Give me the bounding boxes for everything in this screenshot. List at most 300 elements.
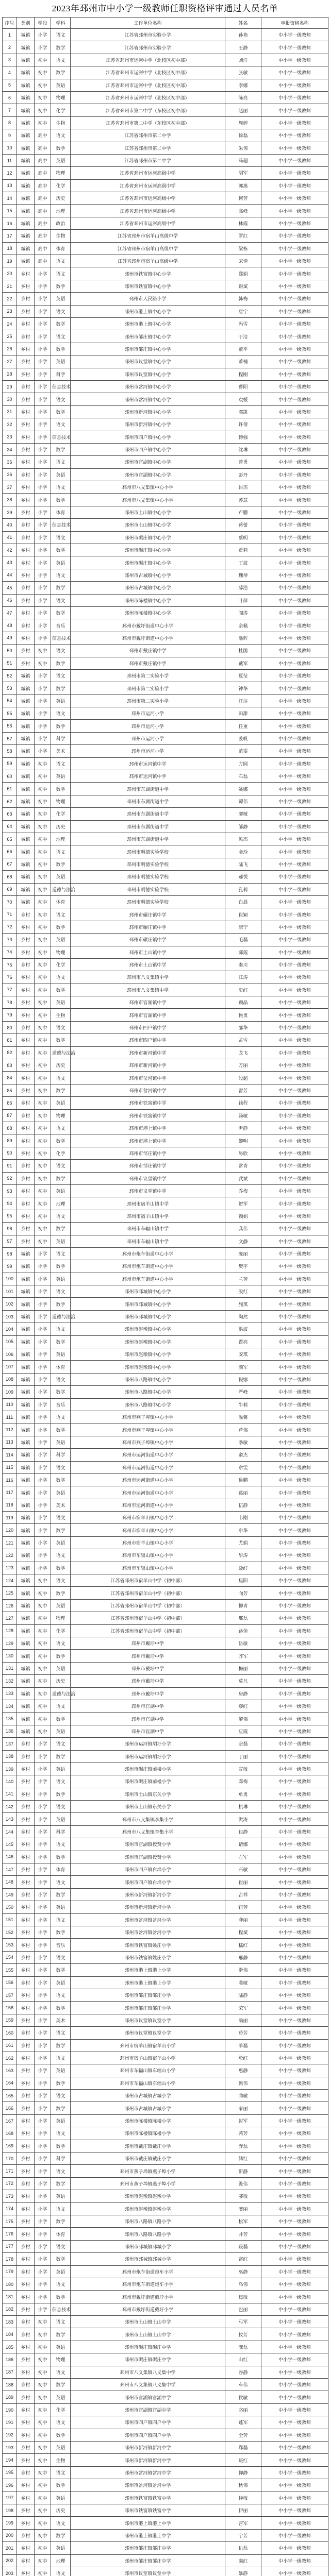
table-row [3,343,328,355]
table-row [3,1775,328,1788]
table-row [3,330,328,343]
cell-stage: 初中 [35,1650,51,1662]
cell-stage: 小学 [35,594,51,606]
cell-stage: 小学 [35,1461,51,1473]
cell-unit: 邳州市占城镇占城小学 [71,2090,225,2102]
cell-unit: 邳州市岔河镇岔河中学 [71,2466,225,2479]
cell-category: 乡村 [17,1788,35,1800]
cell-unit: 邳州市燕子埠镇燕子埠小学 [71,2177,225,2190]
cell-unit: 邳州市戴圩街道中心小学 [71,619,225,632]
cell-name: 叶萍 [225,594,261,606]
cell-category: 城镇 [17,116,35,129]
cell-subject: 体育 [51,2228,71,2240]
cell-name: 家丽 [225,2102,261,2114]
cell-qualification: 中小学一级教师 [261,783,328,795]
cell-name: 任重 [225,720,261,732]
cell-qualification: 中小学一级教师 [261,2127,328,2140]
table-row [3,368,328,380]
cell-unit: 邳州市铁富镇铁富中学 [71,2492,225,2504]
cell-name: 滑伟 [225,1964,261,1976]
cell-serial: 31 [3,405,17,418]
cell-qualification: 中小学一级教师 [261,1009,328,1021]
cell-category: 乡村 [17,1184,35,1197]
cell-serial: 203 [3,2567,17,2576]
cell-name: 吕杰 [225,481,261,494]
cell-subject: 数学 [51,2140,71,2152]
cell-stage: 初中 [35,2479,51,2492]
cell-name: 宁芳 [225,2529,261,2541]
cell-qualification: 中小学一级教师 [261,1059,328,1072]
cell-category: 城镇 [17,757,35,770]
cell-name: 蒋蕾 [225,519,261,531]
cell-stage: 小学 [35,732,51,744]
cell-serial: 140 [3,1775,17,1788]
cell-qualification: 中小学一级教师 [261,619,328,632]
cell-unit: 邳州市八义集镇李集小学 [71,1813,225,1825]
cell-qualification: 中小学一级教师 [261,1939,328,1951]
cell-name: 黎明 [225,1134,261,1147]
cell-name: 郗磊 [225,2442,261,2454]
table-row [3,745,328,757]
header-category: 类别 [17,18,35,29]
header-stage: 学段 [35,18,51,29]
cell-stage: 小学 [35,1851,51,1863]
cell-category: 乡村 [17,1109,35,1122]
cell-stage: 小学 [35,1323,51,1335]
cell-stage: 小学 [35,1762,51,1775]
cell-unit: 邳州市官湖中学 [71,1713,225,1725]
cell-qualification: 中小学一级教师 [261,871,328,883]
cell-serial: 131 [3,1662,17,1674]
cell-name: 栾红 [225,2554,261,2567]
cell-serial: 112 [3,1423,17,1436]
cell-subject: 英语 [51,154,71,166]
cell-qualification: 中小学一级教师 [261,833,328,845]
cell-subject: 英语 [51,1662,71,1674]
table-row [3,2429,328,2441]
cell-qualification: 中小学一级教师 [261,79,328,91]
cell-unit: 江苏省邳州市运河中学（北校区初中部） [71,66,225,79]
cell-qualification: 中小学一级教师 [261,971,328,984]
cell-subject: 历史 [51,192,71,205]
cell-unit: 邳州市运河街道中心小学 [71,1461,225,1473]
cell-stage: 小学 [35,569,51,581]
cell-subject: 生物 [51,230,71,242]
cell-subject: 语文 [51,481,71,494]
cell-subject: 数学 [51,1926,71,1938]
table-row [3,468,328,481]
cell-category: 乡村 [17,2442,35,2454]
cell-unit: 邳州市港上镇港上小学 [71,1964,225,1976]
cell-unit: 邳州市铁富镇姚庄小学 [71,1939,225,1951]
table-row [3,2391,328,2403]
cell-stage: 初中 [35,783,51,795]
cell-qualification: 中小学一级教师 [261,330,328,343]
cell-name: 彭丹 [225,468,261,481]
cell-name: 薛浩 [225,582,261,594]
cell-stage: 初中 [35,116,51,129]
table-row [3,569,328,581]
cell-subject: 英语 [51,996,71,1009]
cell-subject: 语文 [51,1738,71,1750]
cell-category: 城镇 [17,808,35,820]
cell-serial: 15 [3,205,17,217]
table-row [3,544,328,556]
cell-unit: 邳州市东湖街道中学 [71,808,225,820]
cell-category: 乡村 [17,1851,35,1863]
cell-qualification: 中小学一级教师 [261,582,328,594]
cell-unit: 邳州市人民路小学 [71,293,225,305]
cell-stage: 小学 [35,694,51,707]
cell-name: 田甜 [225,707,261,720]
cell-stage: 小学 [35,1876,51,1888]
cell-unit: 邳州市新河镇新河小学 [71,1888,225,1901]
cell-name: 诸娜 [225,1838,261,1851]
cell-serial: 158 [3,2002,17,2014]
cell-name: 羿磊 [225,2140,261,2152]
table-row [3,833,328,845]
cell-stage: 初中 [35,1046,51,1059]
cell-serial: 168 [3,2127,17,2140]
cell-name: 龚伟 [225,1223,261,1235]
cell-unit: 邳州市赵墩镇赵墩小学 [71,2202,225,2215]
cell-category: 城镇 [17,66,35,79]
cell-subject: 体育 [51,242,71,255]
cell-category: 乡村 [17,2328,35,2341]
cell-category: 乡村 [17,1223,35,1235]
cell-stage: 初中 [35,2316,51,2328]
cell-category: 城镇 [17,54,35,66]
table-row [3,2492,328,2504]
cell-name: 应霞 [225,1725,261,1737]
cell-name: 于洁 [225,330,261,343]
cell-name: 章雯 [225,1461,261,1473]
cell-subject: 英语 [51,1235,71,1247]
cell-unit: 邳州市邳城镇邳城小学 [71,2240,225,2252]
cell-stage: 小学 [35,393,51,405]
cell-category: 乡村 [17,2064,35,2077]
cell-unit: 邳州市戴庄镇戴庄小学 [71,2140,225,2152]
cell-subject: 语文 [51,2567,71,2576]
cell-name: 常青 [225,1160,261,1172]
cell-qualification: 中小学一级教师 [261,1461,328,1473]
cell-subject: 数学 [51,2077,71,2089]
cell-unit: 邳州市车辐山镇中学 [71,1223,225,1235]
cell-category: 乡村 [17,2303,35,2315]
cell-subject: 数学 [51,544,71,556]
cell-stage: 初中 [35,833,51,845]
cell-subject: 语文 [51,456,71,468]
cell-qualification: 中小学一级教师 [261,1851,328,1863]
cell-serial: 124 [3,1574,17,1587]
cell-subject: 语文 [51,2165,71,2177]
cell-stage: 小学 [35,1373,51,1385]
cell-category: 城镇 [17,1574,35,1587]
header-row [3,18,328,29]
cell-category: 乡村 [17,2278,35,2290]
cell-unit: 邳州市土山镇中心小学 [71,506,225,518]
cell-unit: 邳州市土山镇土山中学 [71,2328,225,2341]
cell-serial: 57 [3,732,17,744]
cell-serial: 186 [3,2353,17,2366]
cell-name: 程斌 [225,1926,261,1938]
table-row [3,2479,328,2492]
cell-name: 柳青 [225,1599,261,1612]
cell-stage: 小学 [35,1976,51,1989]
table-row [3,1612,328,1624]
table-row [3,1260,328,1273]
cell-category: 乡村 [17,556,35,569]
cell-name: 宗磊 [225,1738,261,1750]
cell-serial: 183 [3,2316,17,2328]
cell-subject: 数学 [51,984,71,996]
cell-category: 城镇 [17,217,35,229]
cell-stage: 小学 [35,368,51,380]
cell-stage: 小学 [35,1247,51,1260]
cell-stage: 初中 [35,2416,51,2429]
table-body [3,29,328,2576]
cell-subject: 英语 [51,1725,71,1737]
table-row [3,2140,328,2152]
cell-name: 山红 [225,2353,261,2366]
cell-serial: 11 [3,154,17,166]
cell-name: 石敏 [225,1863,261,1876]
cell-stage: 小学 [35,41,51,54]
cell-unit: 邳州市八义集镇八义集中学 [71,2366,225,2378]
cell-serial: 171 [3,2165,17,2177]
cell-subject: 语文 [51,1021,71,1033]
cell-name: 谢斌 [225,280,261,292]
cell-qualification: 中小学一级教师 [261,2265,328,2278]
cell-category: 乡村 [17,267,35,280]
cell-stage: 小学 [35,506,51,518]
cell-unit: 邳州市邳城镇中心小学 [71,1285,225,1298]
table-row [3,129,328,142]
cell-serial: 181 [3,2291,17,2303]
cell-name: 邵华 [225,1021,261,1033]
table-row [3,1486,328,1499]
cell-qualification: 中小学一级教师 [261,1273,328,1285]
table-row [3,1637,328,1650]
cell-serial: 129 [3,1637,17,1650]
table-row [3,732,328,744]
cell-unit: 江苏省邳州市宿羊山中学（初中部） [71,1574,225,1587]
cell-qualification: 中小学一级教师 [261,1675,328,1687]
cell-subject: 科学 [51,368,71,380]
cell-stage: 高中 [35,205,51,217]
cell-serial: 23 [3,305,17,317]
cell-stage: 初中 [35,2328,51,2341]
cell-unit: 邳州市港上镇中心小学 [71,317,225,330]
cell-name: 尤娟 [225,1536,261,1549]
cell-qualification: 中小学一级教师 [261,217,328,229]
cell-qualification: 中小学一级教师 [261,2366,328,2378]
cell-unit: 江苏省邳州市运河高级中学 [71,192,225,205]
cell-qualification: 中小学一级教师 [261,1926,328,1938]
cell-qualification: 中小学一级教师 [261,556,328,569]
cell-qualification: 中小学一级教师 [261,1184,328,1197]
cell-qualification: 中小学一级教师 [261,456,328,468]
cell-name: 仰静 [225,2466,261,2479]
cell-name: 严峰 [225,1386,261,1398]
cell-unit: 江苏省邳州市运河高级中学 [71,167,225,179]
cell-subject: 数学 [51,1134,71,1147]
cell-name: 赵丽 [225,104,261,116]
cell-name: 陶然 [225,1310,261,1323]
table-row [3,582,328,594]
cell-category: 乡村 [17,921,35,933]
cell-subject: 美术 [51,2014,71,2026]
cell-serial: 147 [3,1863,17,1876]
cell-qualification: 中小学一级教师 [261,1398,328,1411]
cell-stage: 小学 [35,1549,51,1562]
cell-name: 傅强 [225,431,261,443]
cell-stage: 小学 [35,2102,51,2114]
cell-stage: 高中 [35,230,51,242]
cell-unit: 邳州市新河镇中学 [71,1046,225,1059]
cell-serial: 3 [3,54,17,66]
cell-qualification: 中小学一级教师 [261,129,328,142]
cell-stage: 小学 [35,707,51,720]
cell-serial: 6 [3,91,17,104]
cell-category: 城镇 [17,255,35,267]
cell-subject: 美术 [51,1499,71,1511]
cell-name: 苏慧 [225,494,261,506]
table-row [3,971,328,984]
table-row [3,2215,328,2227]
cell-qualification: 中小学一级教师 [261,1637,328,1650]
cell-category: 城镇 [17,1310,35,1323]
cell-subject: 地理 [51,833,71,845]
cell-name: 顾晶 [225,996,261,1009]
cell-name: 陆飞 [225,858,261,870]
table-row [3,104,328,116]
cell-serial: 8 [3,116,17,129]
cell-category: 城镇 [17,1687,35,1700]
cell-stage: 小学 [35,1423,51,1436]
cell-stage: 小学 [35,1939,51,1951]
cell-name: 邢静 [225,1951,261,1963]
table-row [3,1524,328,1536]
cell-stage: 初中 [35,971,51,984]
cell-qualification: 中小学一级教师 [261,1473,328,1486]
cell-unit: 江苏省邳州市运河中学（北校区初中部） [71,54,225,66]
cell-qualification: 中小学一级教师 [261,405,328,418]
cell-subject: 数学 [51,1084,71,1096]
cell-category: 乡村 [17,2039,35,2052]
cell-qualification: 中小学一级教师 [261,1348,328,1361]
cell-stage: 小学 [35,355,51,368]
cell-name: 陆静 [225,1989,261,2001]
cell-unit: 邳州市官湖镇中心小学 [71,456,225,468]
cell-name: 姚娜 [225,783,261,795]
cell-unit: 邳州市岔河镇中学 [71,1072,225,1084]
cell-qualification: 中小学一级教师 [261,1499,328,1511]
cell-qualification: 中小学一级教师 [261,1298,328,1310]
cell-serial: 120 [3,1524,17,1536]
cell-unit: 邳州市车辐山镇中学 [71,1235,225,1247]
cell-category: 乡村 [17,1762,35,1775]
cell-serial: 199 [3,2517,17,2529]
table-row [3,2303,328,2315]
cell-subject: 语文 [51,569,71,581]
cell-name: 林霞 [225,217,261,229]
cell-serial: 190 [3,2403,17,2416]
cell-qualification: 中小学一级教师 [261,1574,328,1587]
cell-serial: 21 [3,280,17,292]
cell-name: 邓梅 [225,1775,261,1788]
table-row [3,1473,328,1486]
table-row [3,820,328,833]
cell-stage: 初中 [35,1072,51,1084]
cell-stage: 初中 [35,2429,51,2441]
cell-stage: 小学 [35,2039,51,2052]
cell-name: 韦刚 [225,1512,261,1524]
cell-subject: 语文 [51,255,71,267]
cell-serial: 14 [3,192,17,205]
cell-serial: 22 [3,293,17,305]
cell-category: 城镇 [17,242,35,255]
cell-category: 乡村 [17,2366,35,2378]
table-row [3,1825,328,1838]
cell-serial: 42 [3,544,17,556]
cell-serial: 76 [3,971,17,984]
cell-serial: 109 [3,1386,17,1398]
cell-qualification: 中小学一级教师 [261,1725,328,1737]
cell-subject: 语文 [51,1801,71,1813]
cell-category: 乡村 [17,1235,35,1247]
cell-stage: 高中 [35,142,51,154]
cell-stage: 小学 [35,1926,51,1938]
cell-unit: 邳州市碾庄镇中学 [71,921,225,933]
cell-stage: 小学 [35,2215,51,2227]
table-row [3,1373,328,1385]
cell-subject: 数学 [51,582,71,594]
cell-name: 乔梅 [225,1184,261,1197]
cell-name: 岳敏 [225,1637,261,1650]
cell-serial: 54 [3,694,17,707]
cell-stage: 初中 [35,645,51,657]
cell-unit: 江苏省邳州市运河中学（北校区初中部） [71,79,225,91]
cell-subject: 数学 [51,443,71,455]
cell-subject: 数学 [51,1386,71,1398]
cell-subject: 语文 [51,1700,71,1712]
cell-stage: 小学 [35,1398,51,1411]
cell-unit: 邳州市第二实验小学 [71,694,225,707]
cell-category: 城镇 [17,795,35,807]
cell-stage: 小学 [35,1473,51,1486]
cell-name: 胡军 [225,167,261,179]
cell-qualification: 中小学一级教师 [261,2341,328,2353]
cell-category: 乡村 [17,1750,35,1762]
cell-name: 曲敏 [225,2090,261,2102]
cell-qualification: 中小学一级教师 [261,594,328,606]
cell-subject: 生物 [51,1009,71,1021]
cell-stage: 初中 [35,2366,51,2378]
cell-unit: 邳州市邹庄镇邹庄小学 [71,2002,225,2014]
cell-category: 乡村 [17,1172,35,1184]
cell-stage: 初中 [35,921,51,933]
cell-subject: 语文 [51,54,71,66]
cell-stage: 初中 [35,2379,51,2391]
cell-name: 左军 [225,1851,261,1863]
cell-qualification: 中小学一级教师 [261,1210,328,1222]
cell-name: 段磊 [225,2240,261,2252]
cell-category: 乡村 [17,2177,35,2190]
cell-serial: 114 [3,1449,17,1461]
cell-unit: 邳州市戴圩街道戴圩小学 [71,2303,225,2315]
table-row [3,2114,328,2127]
